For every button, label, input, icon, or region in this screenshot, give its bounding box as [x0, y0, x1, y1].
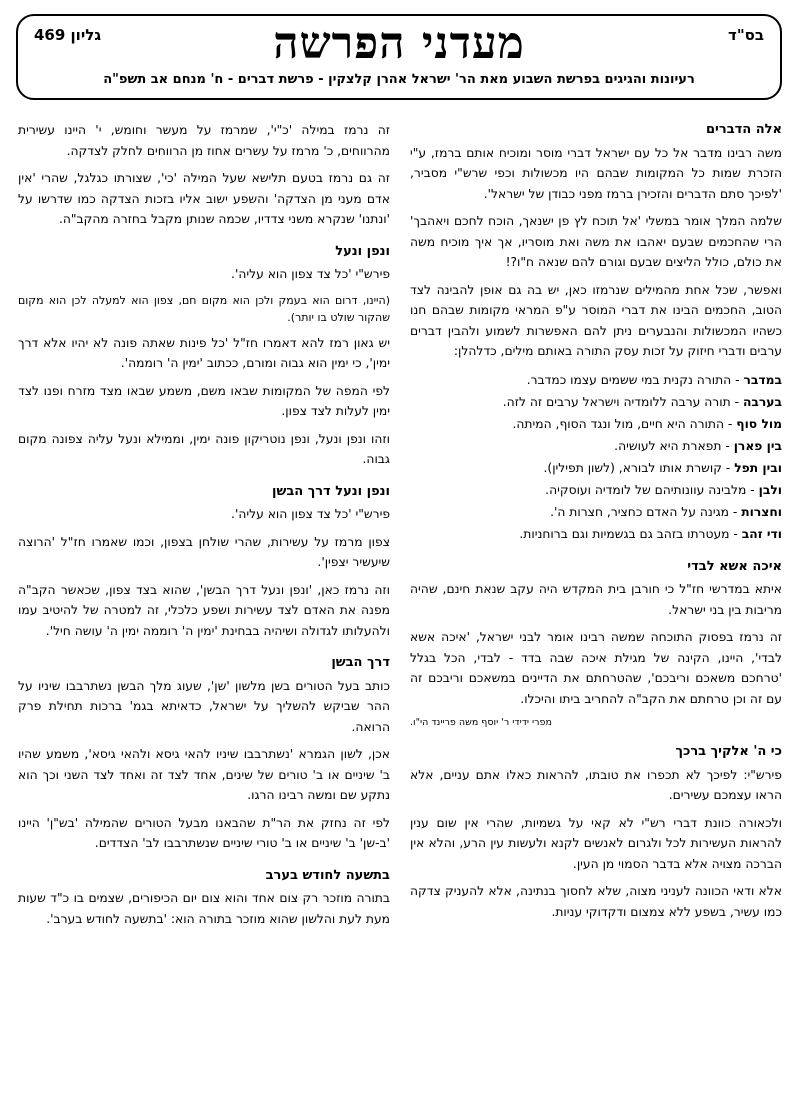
- section-title-derech-habashan-north: ונפן ונעל דרך הבשן: [272, 483, 390, 499]
- paragraph: פירש"י: לפיכך לא תכפרו את טובתו, להראות כאלו אתם עניים, אלא הראו עצמכם עשירים.: [410, 767, 782, 802]
- paragraph: כותב בעל הטורים בשן מלשון 'שן', שעוג מלך הבשן נשתרבבו שיניו על ההר שביקש להשליך על ישראל, כדאיתא בגמ' ברכות תחילת פרק הרואה.: [18, 678, 390, 734]
- acrostic-item: בין פארן - תפארת היא לעושיה.: [614, 438, 782, 453]
- paragraph: בתורה מוזכר רק צום אחד והוא צום יום הכיפורים, שצמים בו כ"ד שעות מעת לעת והלשון שהוא מוזכר בתורה הוא: 'בתשעה לחודש בערב'.: [18, 891, 390, 926]
- credit-line: מפרי ידידי ר' יוסף משה פריינד הי"ו.: [410, 717, 552, 728]
- paragraph: זה נרמז במילה 'כ"י', שמרמז על מעשר וחומש, י' היינו עשירית מהרווחים, כ' מרמז על עשרים אחוז מן הרווחים לחלק לצדקה.: [18, 123, 390, 158]
- section-title-ki-hashem: כי ה' אלקיך ברכך: [675, 744, 782, 759]
- paragraph: שלמה המלך אומר במשלי 'אל תוכח לץ פן ישנאך, הוכח לחכם ויאהבך' הרי שהחכמים שבעם יאהבו את משה ואת מוסריו, אך איך מוכיח משה את כולם, כולל הליצים שבעם וגורם להם שנאה ח"ו?!: [410, 214, 782, 269]
- publication-title: מעדני הפרשה: [273, 18, 525, 69]
- paragraph: זה גם נרמז בטעם תלישא שעל המילה 'כי', שצורתו כגלגל, שהרי 'אין אדם מעני מן הצדקה' והשפע ישוב אליו בזכות הצדקה כמו שדרשו על 'ונתנו' שנקרא משני צדדיו, שכמה שנותן מקבל בחזרה מהקב"ה.: [18, 171, 390, 226]
- paragraph: אכן, לשון הגמרא 'נשתרבבו שיניו להאי גיסא ולהאי גיסא', משמע שהיו ב' שיניים או ב' טורים של שינים, אחד לצד זה ואחד לצד השני וכך הוא נתקע שם ומשה רבינו הרגו.: [18, 747, 390, 802]
- section-title-eleh-hadevarim: אלה הדברים: [706, 122, 782, 137]
- right-column: [410, 120, 782, 929]
- paragraph: ואפשר, שכל אחת מהמילים שנרמזו כאן, יש בה גם אופן להבינה לצד הטוב, החכמים הבינו את דברי המוסר ע"פ המראי מקומות שבהם חנו כשהיו המכשולות והנבערים ניתן להם האפשרות לשמוע ולהבין דברים ערבים ודברי חיזוק על זכות עסק התורה באותם מילים, כדלהלן:: [410, 282, 782, 358]
- acrostic-item: מול סוף - התורה היא חיים, מול ונגד הסוף, המיתה.: [512, 416, 782, 431]
- paragraph: פירש"י 'כל צד צפון הוא עליה'.: [231, 267, 390, 281]
- paragraph: צפון מרמז על עשירות, שהרי שולחן בצפון, וכמו שאמרו חז"ל 'הרוצה שיעשיר יצפין'.: [18, 534, 390, 569]
- acrostic-list: [410, 369, 782, 545]
- masthead: [16, 14, 782, 100]
- paragraph: וזהו ונפן ונעל, ונפן נוטריקון פונה ימין, וממילא ונעל עליה צפונה מקום גבוה.: [18, 431, 390, 466]
- section-title-derech-habashan: דרך הבשן: [331, 655, 390, 670]
- acrostic-item: ודי זהב - מעטרתו בזהב גם בגשמיות וגם ברוחניות.: [519, 526, 782, 541]
- paragraph: איתא במדרשי חז"ל כי חורבן בית המקדש היה עקב שנאת חינם, שהיה מריבות בין בני ישראל.: [410, 582, 782, 617]
- issue-number: גליון 469: [34, 26, 102, 44]
- paragraph: משה רבינו מדבר אל כל עם ישראל דברי מוסר ומוכיח אותם ברמז, ע"י הזכרת שמות כל המקומות שבהם היו מכשולות וכפי שרש"י מסביר, 'לפיכך סתם הדברים והזכירן ברמז מפני כבודן של ישראל'.: [410, 145, 782, 201]
- paragraph: וזה נרמז כאן, 'ונפן ונעל דרך הבשן', שהוא בצד צפון, שכאשר הקב"ה מפנה את האדם לצד עשירות ושפע כלכלי, זה למטרה של להיטיב עמו ולהעלותו לגדולה ושיהיה בבחינת 'ימין ה' רוממה ימין ה' עושה חיל'.: [18, 582, 390, 638]
- acrostic-item: ולבן - מלבינה עוונותיהם של לומדיה ועוסקיה.: [545, 482, 782, 497]
- paragraph: יש גאון רמז להא דאמרו חז"ל 'כל פינות שאתה פונה לא יהיו אלא דרך ימין', כי ימין הוא גבוה ומורם, ככתוב 'ימין ה' רוממה'.: [18, 335, 390, 370]
- paragraph: לפי המפה של המקומות שבאו משם, משמע שבאו מצד מזרח ופנו לצד ימין לעלות לצד צפון.: [18, 383, 390, 418]
- bsd-mark: בס"ד: [728, 26, 764, 44]
- acrostic-item: וחצרות - מגינה על האדם כחציר, חצרות ה'.: [550, 504, 782, 519]
- paragraph: ולכאורה כוונת דברי רש"י לא קאי על גשמיות, שהרי אין שום ענין להראות העשירות לכל ולגרום לאנשים לקנא ולעשות עין הרע, והלא אין הברכה מצויה אלא בדבר הסמוי מן העין.: [410, 815, 782, 871]
- acrostic-item: ובין תפל - קושרת אותו לבורא, (לשון תפילין).: [543, 460, 782, 475]
- section-title-betisha-lachodesh: בתשעה לחודש בערב: [265, 867, 390, 883]
- acrostic-item: במדבר - התורה נקנית במי ששמים עצמו כמדבר.: [526, 372, 782, 387]
- left-column: [18, 120, 390, 936]
- section-title-vanefen-vanaal: ונפן ונעל: [335, 243, 390, 259]
- paragraph: זה נרמז בפסוק התוכחה שמשה רבינו אומר לבני ישראל, 'איכה אשא לבדי', היינו, הקינה של מגילת איכה שבה בדד - לבדי, הכל בגלל 'טרחכם משאכם וריבכם', שהטרחתם את הדיינים במשאכם וריבכם זה עם זה וכן טרחתם את הקב"ה להחריב ביתו והיכלו.: [410, 630, 782, 706]
- publication-subtitle: רעיונות והגיגים בפרשת השבוע מאת הר' ישראל אהרן קלצקין - פרשת דברים - ח' מנחם אב תשפ"ה: [103, 72, 695, 87]
- paragraph: אלא ודאי הכוונה לעניני מצוה, שלא לחסוך בנתינה, אלא להעניק צדקה כמו עשיר, בשפע ללא צמצום ודקדוקי עניות.: [410, 884, 782, 919]
- paragraph: לפי זה נחזק את הר"ת שהבאנו מבעל הטורים שהמילה 'בש"ן' היינו 'ב-שן' ב' שיניים או ב' טורי שיניים שנשתרבבו לב' הצדדים.: [18, 815, 390, 850]
- acrostic-item: בערבה - תורה ערבה ללומדיה וישראל ערבים זה לזה.: [502, 394, 782, 409]
- parenthetical-note: (היינו, דרום הוא בעמק ולכן הוא מקום חם, צפון הוא למעלה לכן הוא מקום שהקור שולט בו יותר).: [18, 293, 390, 324]
- paragraph: פירש"י 'כל צד צפון הוא עליה'.: [231, 507, 390, 521]
- section-title-eicha: איכה אשא לבדי: [687, 558, 782, 574]
